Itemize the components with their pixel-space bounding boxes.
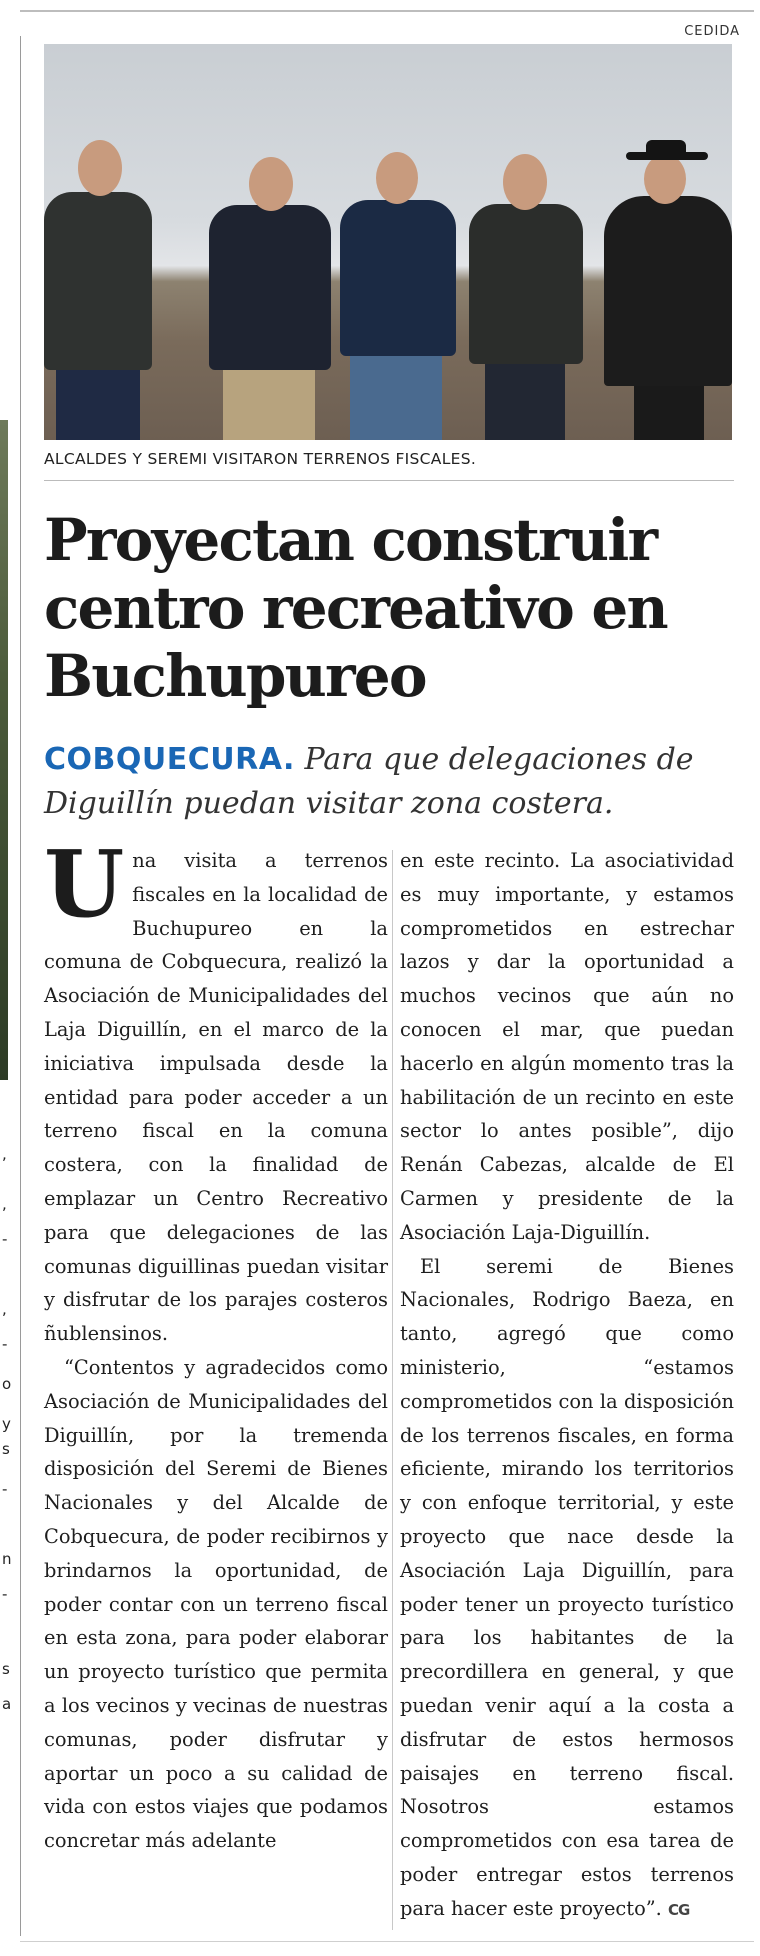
margin-fragment: o (2, 1375, 12, 1393)
author-end-mark: CG (668, 1900, 690, 1919)
margin-fragment: , (2, 1195, 7, 1213)
caption-rule (44, 480, 734, 481)
paragraph: “Contentos y agradecidos como Asociación de Municipalidades del Diguillín, por la tremenda disposición del Seremi de Bienes Nacionales y del Alcalde de Cobquecura, de poder recibirnos y brindarnos la oportunidad, de poder contar con un terreno fiscal en esta zona, para poder elaborar un proyecto turístico que permita a los vecinos y vecinas de nuestras comunas, poder disfrutar y aportar un poco a su calidad de vida con estos viajes que podamos concretar más adelante (44, 1355, 388, 1853)
margin-fragment: - (2, 1480, 8, 1498)
adjacent-page-strip (0, 0, 32, 1956)
photo-credit: CEDIDA (684, 24, 740, 39)
lead-deck (44, 738, 734, 826)
person-figure (469, 152, 599, 440)
person-figure (604, 140, 732, 440)
article-column-left (44, 830, 388, 1858)
column-divider (392, 850, 393, 1930)
adjacent-photo-edge (0, 420, 8, 1080)
article-column-right (400, 844, 734, 1928)
margin-fragment: , (2, 1300, 7, 1318)
margin-fragment: y (2, 1415, 11, 1433)
person-figure (209, 155, 349, 440)
margin-fragment: - (2, 1230, 8, 1248)
photo-caption: ALCALDES Y SEREMI VISITARON TERRENOS FISCALES. (44, 450, 477, 468)
bottom-rule (20, 1941, 754, 1942)
margin-fragment: s (2, 1660, 10, 1678)
paragraph-text: El seremi de Bienes Nacionales, Rodrigo Baeza, en tanto, agregó que como ministerio, “estamos comprometidos con la disposición de los terrenos fiscales, en forma eficiente, mirando los territorios y con enfoque territorial, y este proyecto que nace desde la Asociación Laja Diguillín, para poder tener un proyecto turístico para los habitantes de la precordillera en general, y que puedan venir aquí a la costa a disfrutar de estos hermosos paisajes en terreno fiscal. Nosotros estamos comprometidos con esa tarea de poder entregar estos terrenos para hacer este proyecto”. (400, 1254, 734, 1920)
margin-fragment: , (2, 1145, 7, 1163)
person-figure (44, 140, 184, 440)
page-gutter-rule (20, 36, 21, 1936)
margin-fragment: a (2, 1695, 12, 1713)
margin-fragment: - (2, 1585, 8, 1603)
headline: Proyectan construir centro recreativo en Buchupureo (44, 506, 667, 710)
deck-text: Para que delegaciones de Diguillín puedan visitar zona costera. (44, 742, 694, 821)
dateline-place: COBQUECURA. (44, 742, 295, 777)
paragraph: en este recinto. La asociatividad es muy importante, y estamos comprometidos en estrechar lazos y dar la oportunidad a muchos vecinos que aún no conocen el mar, que puedan hacerlo en algún momento tras la habilitación de un recinto en este sector lo antes posible”, dijo Renán Cabezas, alcalde de El Carmen y presidente de la Asociación Laja-Diguillín. (400, 849, 734, 1244)
margin-fragment: s (2, 1440, 10, 1458)
news-photo (44, 44, 732, 440)
person-figure (340, 148, 470, 440)
margin-fragment: - (2, 1335, 8, 1353)
paragraph: na visita a terrenos fiscales en la localidad de Buchupureo en la comuna de Cobquecura, realizó la Asociación de Municipalidades del Laja Diguillín, en el marco de la iniciativa impulsada desde la entidad para poder acceder a un terreno fiscal en la comuna costera, con la finalidad de emplazar un Centro Recreativo para que delegaciones de las comunas diguillinas puedan visitar y disfrutar de los parajes costeros ñublensinos. (44, 849, 388, 1346)
top-rule (20, 10, 754, 12)
drop-cap: U (44, 830, 125, 938)
margin-fragment: n (2, 1550, 12, 1568)
paragraph (400, 1250, 734, 1928)
